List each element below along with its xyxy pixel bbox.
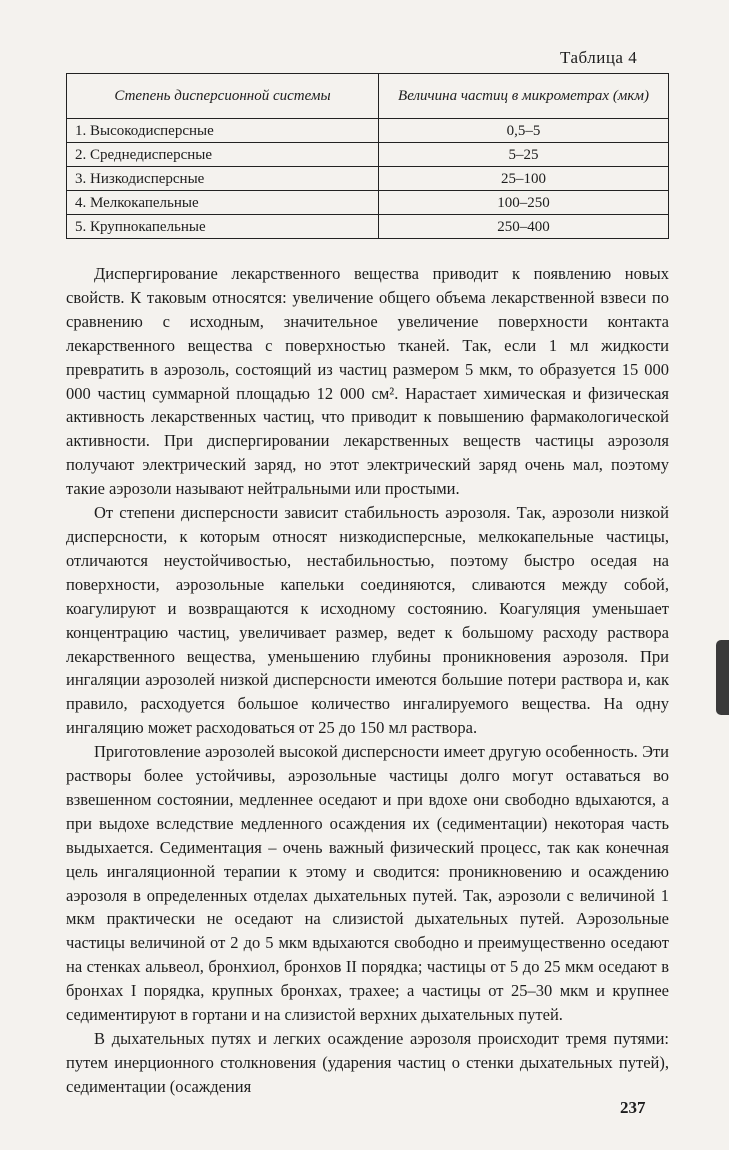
paragraph-stability: От степени дисперсности зависит стабильность аэрозоля. Так, аэрозоли низкой дисперсности, к которым относят низкодисперсные, мелкокапельные частицы, отличаются неустойчивостью, нестабильностью, поэтому быстро оседая на поверхности, аэрозольные капельки соединяются, сливаются между собой, коагулируют и возвращаются к исходному состоянию. Коагуляция уменьшает концентрацию частиц, увеличивает размер, ведет к большому расходу раствора лекарственного вещества, уменьшению глубины проникновения аэрозоля. При ингаляции аэрозолей низкой дисперсности имеются большие потери раствора и, как правило, расходуется большое количество ингалируемого вещества. На одну ингаляцию может расходоваться от 25 до 150 мл раствора. [66,503,669,738]
table-caption: Таблица 4 [560,48,638,67]
size-cell: 0,5–5 [379,119,669,143]
paragraph-deposition: В дыхательных путях и легких осаждение аэрозоля происходит тремя путями: путем инерционного столкновения (ударения частиц о стенки дыхательных путей), седиментации (осаждения [66,1029,669,1096]
paragraph-dispersion-properties: Диспергирование лекарственного вещества приводит к появлению новых свойств. К таковым относятся: увеличение общего объема лекарственной взвеси по сравнению с исходным, значительное увеличение поверхности контакта лекарственного вещества с поверхностью тканей. Так, если 1 мл жидкости превратить в аэрозоль, состоящий из частиц размером 5 мкм, то образуется 15 000 000 частиц суммарной площадью 12 000 см². Нарастает химическая и физическая активность лекарственных частиц, что приводит к повышению фармакологической активности. При диспергировании лекарственных веществ частицы аэрозоля получают электрический заряд, но этот электрический заряд очень мал, поэтому такие аэрозоли называют нейтральными или простыми. [66,264,669,499]
table-header-row [67,74,669,119]
page-edge-tab [716,640,729,715]
size-cell: 25–100 [379,167,669,191]
body-text [66,262,669,1099]
size-cell: 5–25 [379,143,669,167]
table-row [67,143,669,167]
page-number: 237 [620,1098,646,1117]
size-cell: 100–250 [379,191,669,215]
column-header-size: Величина частиц в микрометрах (мкм) [379,74,669,119]
degree-cell: 3. Низкодисперсные [67,167,379,191]
table-row [67,215,669,239]
table-row [67,167,669,191]
degree-cell: 2. Среднедисперсные [67,143,379,167]
dispersion-table [66,73,669,239]
table-row [67,119,669,143]
degree-cell: 1. Высокодисперсные [67,119,379,143]
column-header-degree: Степень дисперсионной системы [67,74,379,119]
degree-cell: 4. Мелкокапельные [67,191,379,215]
degree-cell: 5. Крупнокапельные [67,215,379,239]
size-cell: 250–400 [379,215,669,239]
paragraph-high-dispersion: Приготовление аэрозолей высокой дисперсности имеет другую особенность. Эти растворы более устойчивы, аэрозольные частицы долго могут оставаться во взвешенном состоянии, медленнее оседают и при вдохе они свободно вдыхаются, а при выдохе вследствие медленного осаждения их (седиментации) некоторая часть выдыхается. Седиментация – очень важный физический процесс, так как конечная цель ингаляционной терапии к этому и сводится: проникновению и осаждению аэрозоля в определенных отделах дыхательных путей. Так, аэрозоли с величиной 1 мкм практически не оседают на слизистой дыхательных путей. Аэрозольные частицы величиной от 2 до 5 мкм вдыхаются свободно и преимущественно оседают на стенках альвеол, бронхиол, бронхов II порядка; частицы от 5 до 25 мкм оседают в бронхах I порядка, крупных бронхах, трахее; а частицы от 25–30 мкм и крупнее седиментируют в гортани и на слизистой верхних дыхательных путей. [66,742,669,1025]
table-row [67,191,669,215]
